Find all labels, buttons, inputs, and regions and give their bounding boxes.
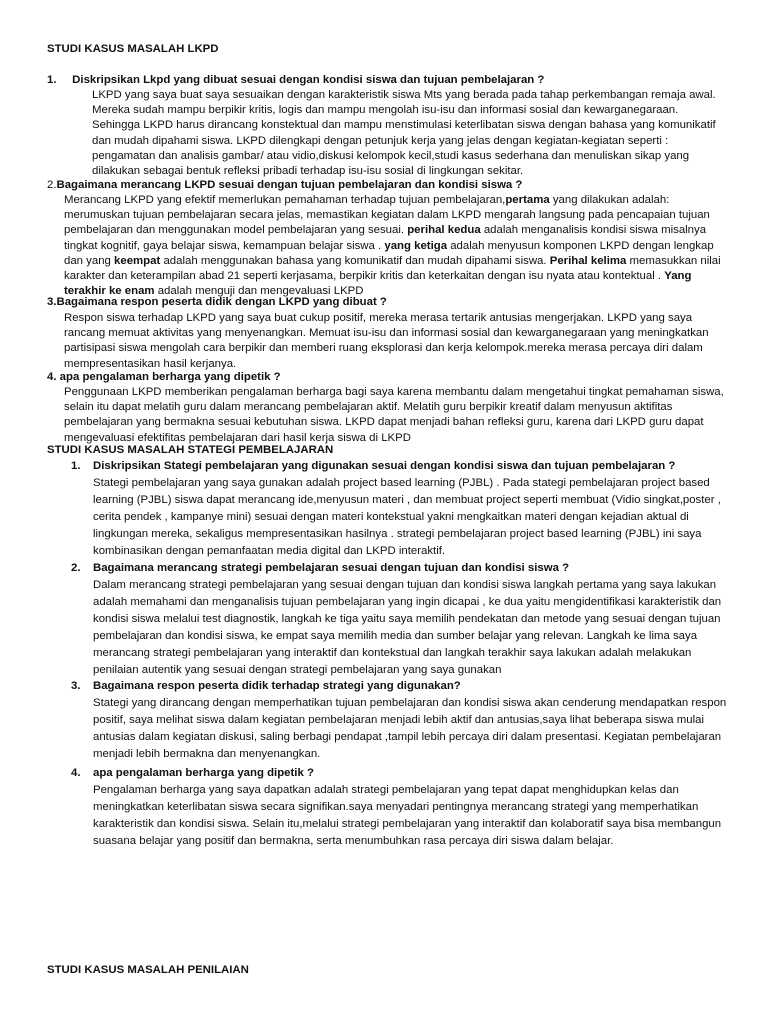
question-number: 4.: [47, 371, 57, 383]
emphasis-text: keempat: [114, 254, 161, 267]
answer-2: [64, 193, 724, 299]
question-2: [71, 561, 731, 576]
emphasis-text: yang ketiga: [384, 239, 448, 252]
question-text: Bagaimana respon peserta didik dengan LKPD yang dibuat ?: [56, 296, 387, 308]
question-text: apa pengalaman berharga yang dipetik ?: [93, 767, 314, 779]
question-text: Diskripsikan Stategi pembelajaran yang digunakan sesuai dengan kondisi siswa dan tujuan pembelajaran ?: [93, 460, 676, 472]
answer-4: Pengalaman berharga yang saya dapatkan adalah strategi pembelajaran yang tepat dapat menghidupkan kelas dan meningkatkan keterlibatan siswa secara signifikan.saya menyadari pentingnya merancang strategi yang memperhatikan karakteristik dan kondisi siswa. Selain itu,melalui strategi pembelajaran yang interaktif dan kolaboratif saya bisa membangun suasana belajar yang positif dan bermakna, serta menumbuhkan rasa percaya diri siswa dalam belajar.: [93, 784, 722, 847]
answer-3: Stategi yang dirancang dengan memperhatikan tujuan pembelajaran dan kondisi siswa akan cenderung mendapatkan respon positif, saya melihat siswa dalam kegiatan pembelajaran menjadi lebih aktif dan antusias,saya lihat beberapa siswa mulai antusias dalam kegiatan diskusi, saling berbagi pendapat ,tampil lebih percaya diri dalam presentasi. Kegiatan pembelajaran menjadi lebih bermakna dan menyenangkan.: [93, 697, 727, 760]
question-4: [47, 370, 768, 385]
answer-4: Penggunaan LKPD memberikan pengalaman berharga bagi saya karena membantu dalam mengetahui tingkat pemahaman siswa, selain itu dapat melatih guru dalam merancang pembelajaran aktif. Melatih guru berpikir kreatif dalam menyusun aktifitas pembelajaran yang bermakna sesuai kebutuhan siswa. LKPD dapat menjadi bahan refleksi guru, karena dari LKPD guru dapat mengevaluasi efektifitas pembelajaran dari hasil kerja siswa di LKPD: [64, 386, 724, 444]
answer-1: Stategi pembelajaran yang saya gunakan adalah project based learning (PJBL) . Pada stategi pembelajaran project based learning (PJBL) siswa dapat merancang ide,menyusun materi , dan membuat project seperti membuat (Vidio singkat,poster , cerita pendek , kampanye mini) sesuai dengan materi kontekstual yakni mengkaitkan materi dengan kejadian aktual di lingkungan mereka, sekaligus mempresentasikan hasilnya . strategi pembelajaran project based learning (PJBL) ini saya kombinasikan dengan pemanfaatan media digital dan LKPD interaktif.: [93, 477, 721, 557]
section-title-strategi: STUDI KASUS MASALAH STATEGI PEMBELAJARAN: [47, 444, 334, 456]
answer-text: yang dilakukan adalah: merumuskan tujuan pembelajaran secara jelas, memastikan kegiatan dalam LKPD mengarah langsung pada pencapaian tujuan pembelajaran dan menggunakan model pembelajaran yang sesuai.: [64, 194, 710, 237]
answer-text: Merancang LKPD yang efektif memerlukan pemahaman terhadap tujuan pembelajaran,: [64, 194, 506, 206]
question-number: 2.: [71, 562, 81, 574]
emphasis-text: Yang terakhir ke enam: [64, 270, 692, 298]
question-text: apa pengalaman berharga yang dipetik ?: [59, 371, 281, 383]
answer-text: adalah menggunakan bahasa yang komunikatif dan mudah dipahami siswa.: [160, 254, 550, 267]
question-number: 4.: [71, 767, 81, 779]
answer-2: Dalam merancang strategi pembelajaran yang sesuai dengan tujuan dan kondisi siswa langkah pertama yang saya lakukan adalah memahami dan menganalisis tujuan pembelajaran yang ingin dicapai , ke dua yaitu mengidentifikasi karakteristik dan kondisi siswa melalui test diagnostik, langkah ke tiga yaitu saya memilih pendekatan dan metode yang sesuai dengan tujuan pembelajaran dan kondisi siswa, ke empat saya memilih media dan sumber belajar yang relevan. Langkah ke lima saya merancang strategi pembelajaran yang interaktif dan kontekstual dan langkah terakhir saya lakukan adalah melakukan penilaian autentik yang sesuai dengan strategi pembelajaran yang saya gunakan: [93, 579, 722, 676]
answer-text: adalah menyusun komponen LKPD dengan lengkap dan yang: [64, 239, 714, 267]
question-3: [47, 295, 768, 310]
question-text: Diskripsikan Lkpd yang dibuat sesuai dengan kondisi siswa dan tujuan pembelajaran ?: [72, 74, 545, 86]
answer-text: memasukkan nilai karakter dan keterampilan abad 21 seperti kerjasama, berpikir kritis dan keterkaitan dengan isu nyata atau kontektual .: [64, 254, 721, 283]
question-number: 2.: [47, 179, 57, 191]
answer-3: Respon siswa terhadap LKPD yang saya buat cukup positif, mereka merasa tertarik antusias mengerjakan. LKPD yang saya rancang memuat aktivitas yang menyenangkan. Memuat isu-isu dan informasi sosial dan kewarganegaraan yang meningkatkan partisipasi siswa mengolah cara berpikir dan memberi ruang eksplorasi dan kerja kelompok.mereka merasa percaya diri dalam mempresentasikan hasil kerjanya.: [64, 312, 709, 370]
answer-1: LKPD yang saya buat saya sesuaikan dengan karakteristik siswa Mts yang berada pada tahap perkembangan remaja awal. Mereka sudah mampu berpikir kritis, logis dan mampu mengolah isu-isu dan informasi sosial dan kewarganegaraan. Sehingga LKPD harus dirancang konstektual dan mampu menstimulasi keterlibatan siswa dengan bahasa yang komunikatif dan mudah dipahami siswa. LKPD dilengkapi dengan petunjuk kerja yang jelas dengan kegiatan-kegiatan seperti : pengamatan dan analisis gambar/ atau vidio,diskusi kelompok kecil,studi kasus sederhana dan menuliskan sikap yang dilakukan sebagai bentuk refleksi pribadi terhadap isu-isu sosial di lingkungan sekitar.: [92, 89, 716, 178]
question-1: [71, 459, 731, 474]
question-4: [71, 766, 731, 781]
question-text: Bagaimana merancang strategi pembelajaran sesuai dengan tujuan dan kondisi siswa ?: [93, 562, 570, 574]
section-title-lkpd: STUDI KASUS MASALAH LKPD: [47, 43, 219, 55]
question-number: 1.: [47, 74, 57, 86]
question-3: [71, 679, 731, 694]
emphasis-text: Perihal kelima: [549, 254, 627, 267]
answer-text: adalah menganalisis kondisi siswa misalnya tingkat kognitif, gaya belajar siswa, kemampuan belajar siswa .: [64, 224, 707, 252]
section-title-penilaian: STUDI KASUS MASALAH PENILAIAN: [47, 964, 249, 976]
emphasis-text: perihal kedua: [407, 224, 481, 237]
answer-text: adalah menguji dan mengevaluasi LKPD: [154, 285, 364, 298]
question-number: 3.: [47, 296, 57, 308]
question-text: Bagaimana respon peserta didik terhadap strategi yang digunakan?: [93, 680, 461, 692]
question-number: 3.: [71, 680, 81, 692]
question-number: 1.: [71, 460, 81, 472]
question-text: Bagaimana merancang LKPD sesuai dengan tujuan pembelajaran dan kondisi siswa ?: [56, 179, 523, 191]
question-1: [47, 73, 768, 88]
emphasis-text: pertama: [505, 194, 550, 206]
question-2: [47, 178, 768, 193]
